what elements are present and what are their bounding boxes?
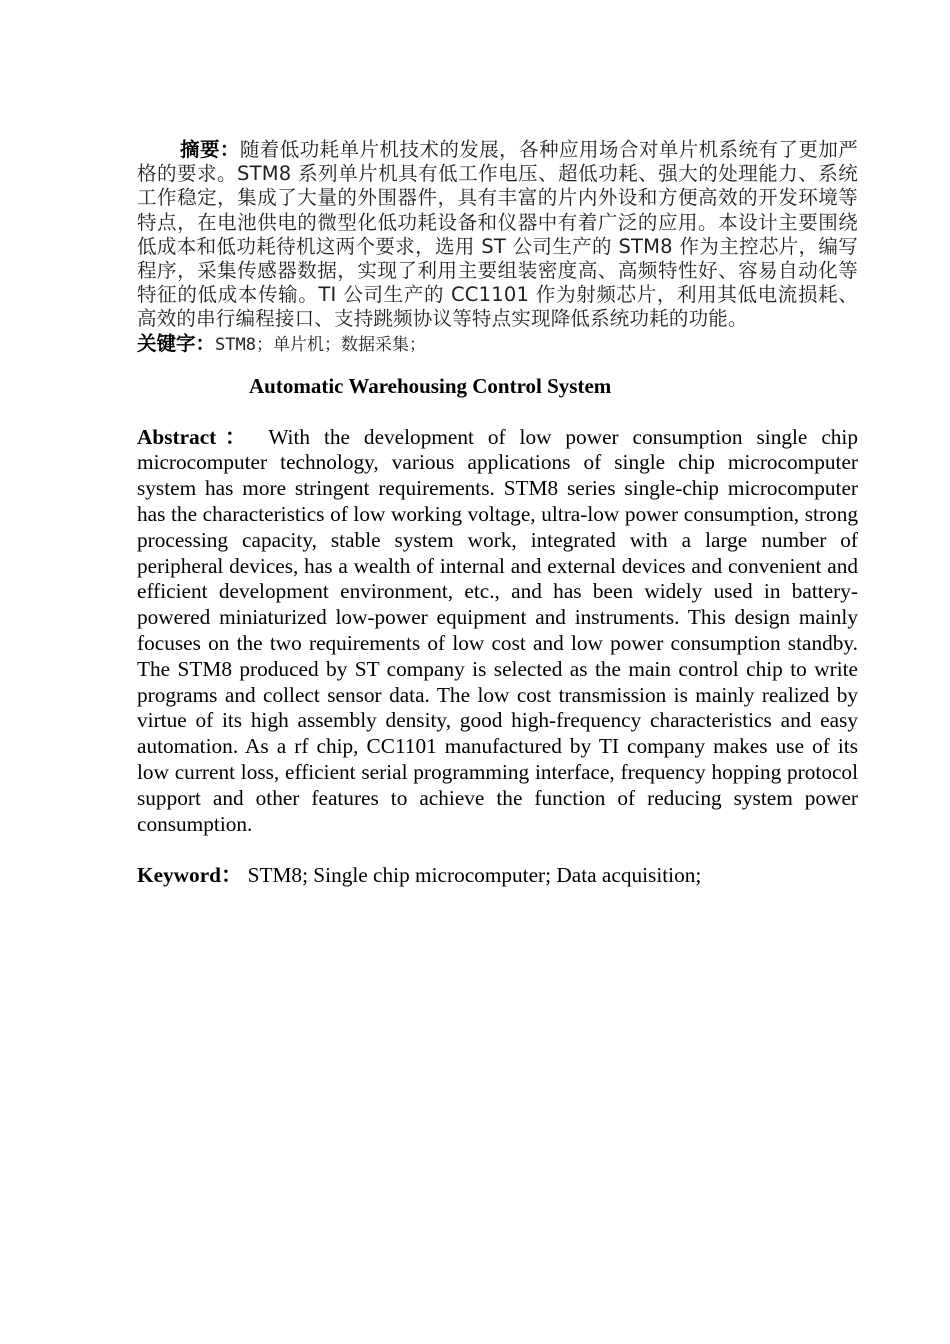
english-abstract [137,425,858,838]
chinese-abstract-text: 随着低功耗单片机技术的发展，各种应用场合对单片机系统有了更加严格的要求。STM8 系列单片机具有低工作电压、超低功耗、强大的处理能力、系统工作稳定，集成了大量的外围器件，具有丰富的片内外设和方便高效的开发环境等特点，在电池供电的微型化低功耗设备和仪器中有着广泛的应用。本设计主要围绕低成本和低功耗待机这两个要求，选用 ST 公司生产的 STM8 作为主控芯片，编写程序，采集传感器数据，实现了利用主要组装密度高、高频特性好、容易自动化等特征的低成本传输。TI 公司生产的 CC1101 作为射频芯片，利用其低电流损耗、高效的串行编程接口、支持跳频协议等特点实现降低系统功耗的功能。 [137,138,859,331]
chinese-keywords-label: 关键字： [137,331,216,355]
chinese-abstract-label: 摘要： [180,138,240,161]
english-keywords-text: STM8; Single chip microcomputer; Data acquisition; [247,863,702,888]
english-abstract-text: With the development of low power consumption single chip microcomputer technology, various applications of single chip microcomputer system has more stringent requirements. STM8 series single-chip microcomputer has the characteristics of low working voltage, ultra-low power consumption, strong processing capacity, stable system work, integrated with a large number of peripheral devices, has a wealth of internal and external devices and convenient and efficient development environment, etc., and has been widely used in battery-powered miniaturized low-power equipment and instruments. This design mainly focuses on the two requirements of low cost and low power consumption standby. The STM8 produced by ST company is selected as the main control chip to write programs and collect sensor data. The low cost transmission is mainly realized by virtue of its high assembly density, good high-frequency characteristics and easy automation. As a rf chip, CC1101 manufactured by TI company makes use of its low current loss, efficient serial programming interface, frequency hopping protocol support and other features to achieve the function of reducing system power consumption. [137,424,858,836]
english-keywords-label: Keyword： [137,863,243,888]
chinese-abstract [137,138,858,332]
document-page [137,138,858,889]
english-title: Automatic Warehousing Control System [249,373,612,398]
chinese-keywords-text: STM8；单片机；数据采集； [215,334,426,355]
english-keywords [137,863,858,889]
chinese-keywords [137,332,858,357]
english-abstract-label: Abstract： [137,424,255,449]
